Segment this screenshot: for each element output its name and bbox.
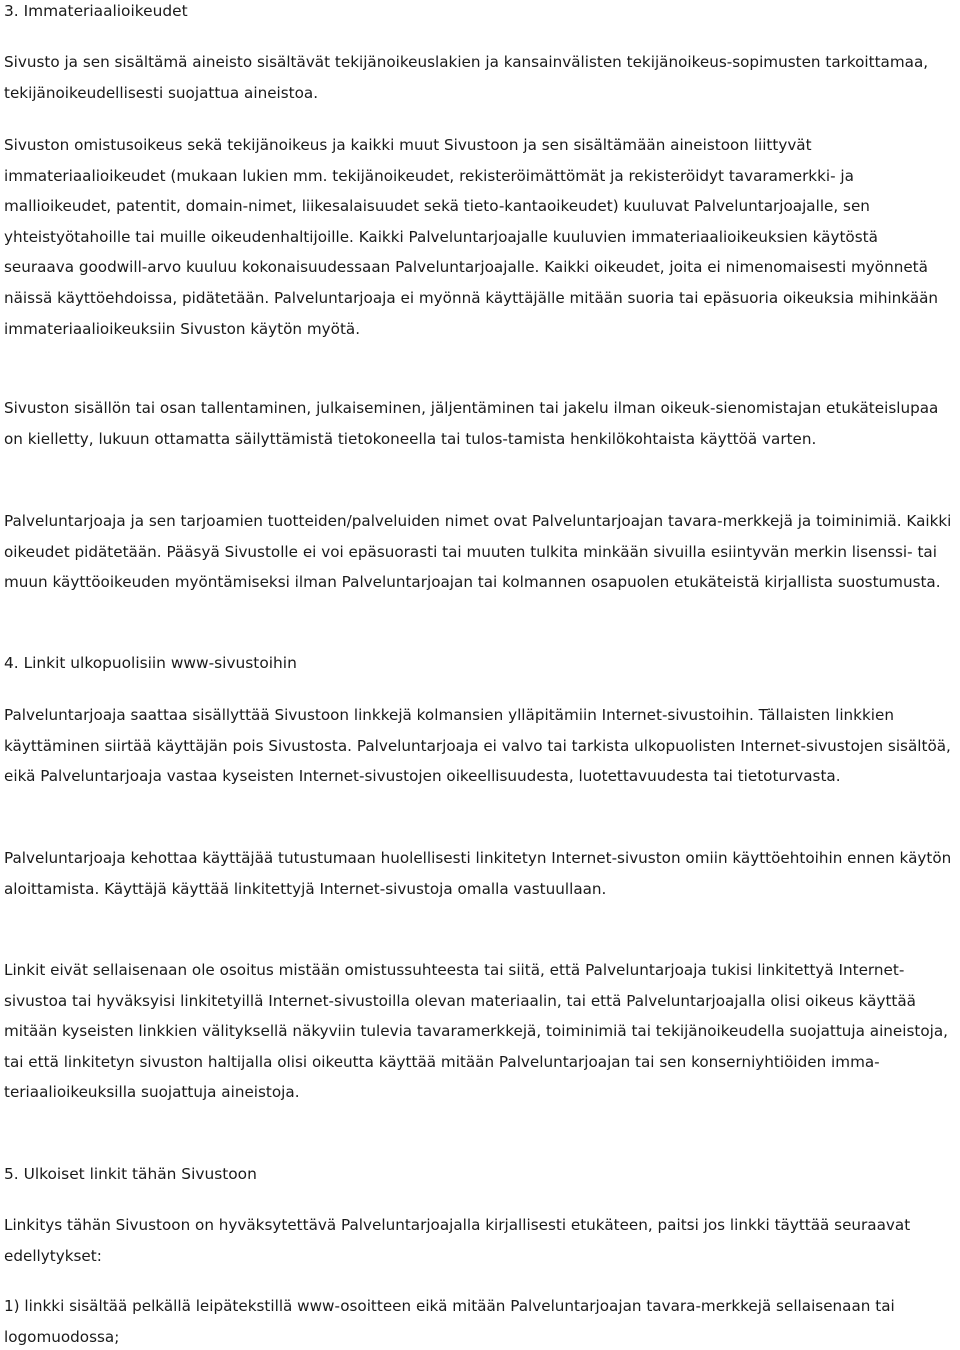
section-3-paragraph-3: Sivuston sisällön tai osan tallentaminen, julkaiseminen, jäljentäminen tai jakelu ilman oikeuk-sienomistajan etukäteislupaa on kielletty, lukuun ottamatta säilyttämistä tietokoneella tai tulos-tamista henkilökohtaista käyttöä varten. — [4, 399, 939, 448]
section-3-paragraph-4: Palveluntarjoaja ja sen tarjoamien tuotteiden/palveluiden nimet ovat Palveluntarjoajan tavara-merkkejä ja toiminimiä. Kaikki oikeudet pidätetään. Pääsyä Sivustolle ei voi epäsuorasti tai muuten tulkita minkään sivuilla esiintyvän merkin lisenssi- tai muun käyttöoikeuden myöntämiseksi ilman Palveluntarjoajan tai kolmannen osapuolen etukäteistä kirjallista suostumusta. — [4, 512, 952, 592]
section-4-paragraph-1: Palveluntarjoaja saattaa sisällyttää Sivustoon linkkejä kolmansien ylläpitämiin Internet-sivustoihin. Tällaisten linkkien käyttäminen siirtää käyttäjän pois Sivustosta. Palveluntarjoaja ei valvo tai tarkista ulkopuolisten Internet-sivustojen sisältöä, eikä Palveluntarjoaja vastaa kyseisten Internet-sivustojen oikeellisuudesta, luotettavuudesta tai tietoturvasta. — [4, 706, 951, 786]
section-4-paragraph-2: Palveluntarjoaja kehottaa käyttäjää tutustumaan huolellisesti linkitetyn Internet-sivuston omiin käyttöehtoihin ennen käytön aloittamista. Käyttäjä käyttää linkitettyjä Internet-sivustoja omalla vastuullaan. — [4, 849, 952, 898]
section-3-paragraph-2: Sivuston omistusoikeus sekä tekijänoikeus ja kaikki muut Sivustoon ja sen sisältämään aineistoon liittyvät immateriaalioikeudet (mukaan lukien mm. tekijänoikeudet, rekisteröimättömät ja rekisteröidyt tavaramerkki- ja mallioikeudet, patentit, domain-nimet, liikesalaisuudet sekä tieto-kantaoikeudet) kuuluvat Palveluntarjoajalle, sen yhteistyötahoille tai muille oikeudenhaltijoille. Kaikki Palveluntarjoajalle kuuluvien immateriaalioikeuksien käytöstä seuraava goodwill-arvo kuuluu kokonaisuudessaan Palveluntarjoajalle. Kaikki oikeudet, joita ei nimenomaisesti myönnetä näissä käyttöehdoissa, pidätetään. Palveluntarjoaja ei myönnä käyttäjälle mitään suoria tai epäsuoria oikeuksia mihinkään immateriaalioikeuksiin Sivuston käytön myötä. — [4, 136, 939, 338]
section-3-paragraph-1: Sivusto ja sen sisältämä aineisto sisältävät tekijänoikeuslakien ja kansainvälisten tekijänoikeus-sopimusten tarkoittamaa, tekijänoikeudellisesti suojattua aineistoa. — [4, 53, 929, 102]
section-4-paragraph-3: Linkit eivät sellaisenaan ole osoitus mistään omistussuhteesta tai siitä, että Palveluntarjoaja tukisi linkitettyä Internet-sivustoa tai hyväksyisi linkitetyillä Internet-sivustoilla olevan materiaalin, tai että Palveluntarjoajalla olisi oikeus käyttää mitään kyseisten linkkien välityksellä näkyviin tulevia tavaramerkkejä, toiminimiä tai tekijänoikeudella suojattuja aineistoja, tai että linkitetyn sivuston haltijalla olisi oikeutta käyttää mitään Palveluntarjoajan tai sen konserniyhtiöiden imma-teriaalioikeuksilla suojattuja aineistoja. — [4, 961, 949, 1102]
section-5-paragraph-2: 1) linkki sisältää pelkällä leipätekstillä www-osoitteen eikä mitään Palveluntarjoajan tavara-merkkejä sellaisenaan tai logomuodossa; — [4, 1297, 895, 1346]
section-5-paragraph-1: Linkitys tähän Sivustoon on hyväksytettävä Palveluntarjoajalla kirjallisesti etukäteen, paitsi jos linkki täyttää seuraavat edellytykset: — [4, 1216, 911, 1265]
section-5-heading: 5. Ulkoiset linkit tähän Sivustoon — [4, 1165, 257, 1183]
section-3-heading: 3. Immateriaalioikeudet — [4, 2, 188, 20]
section-4-heading: 4. Linkit ulkopuolisiin www-sivustoihin — [4, 654, 297, 672]
